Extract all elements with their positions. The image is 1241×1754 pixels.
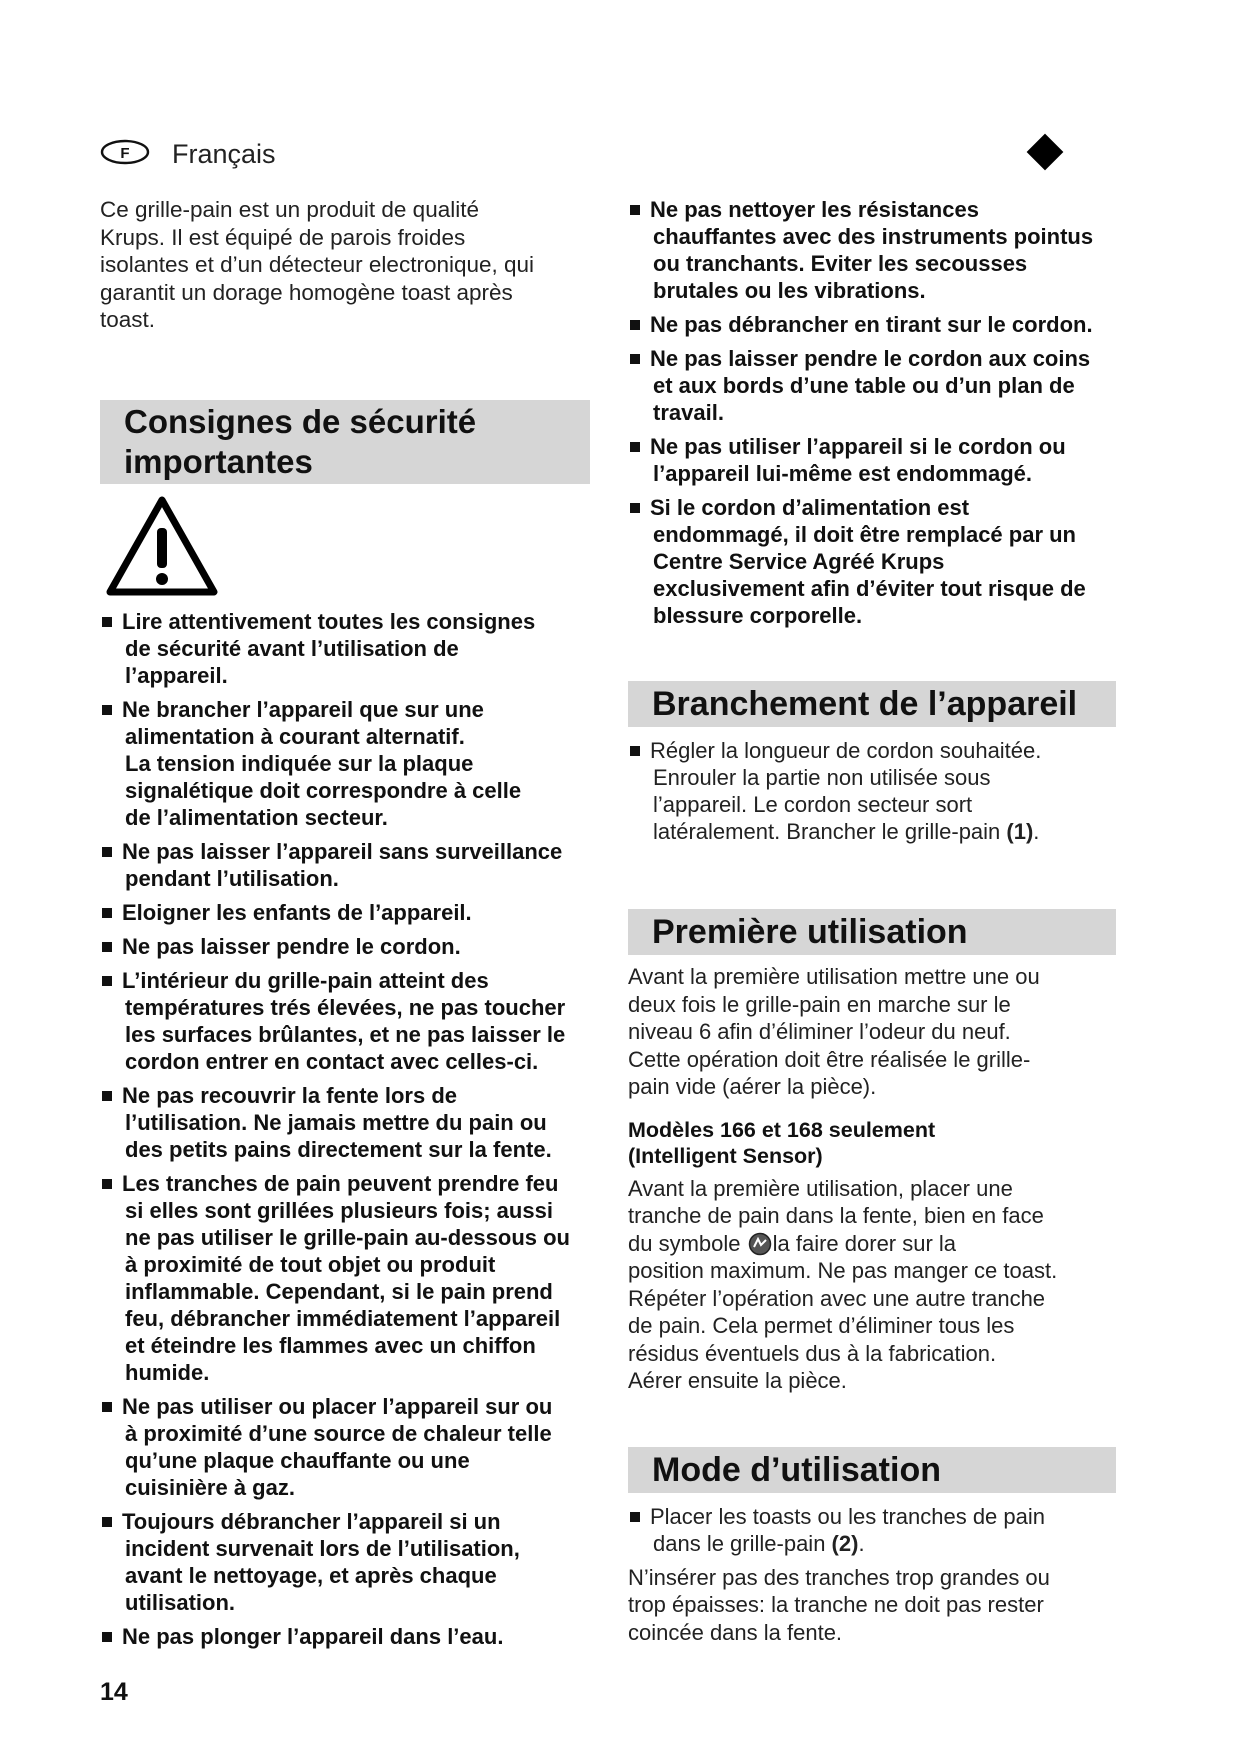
- toaster-sensor-icon: [747, 1232, 773, 1256]
- item-line: à proximité de tout objet ou produit: [125, 1251, 496, 1277]
- item-line: les surfaces brûlantes, et ne pas laisser le: [125, 1021, 566, 1047]
- para-line: deux fois le grille-pain en marche sur le: [628, 991, 1011, 1017]
- heading-line: Consignes de sécurité: [124, 402, 477, 440]
- item-line: Lire attentivement toutes les consignes: [122, 608, 536, 634]
- item-punct: .: [858, 1530, 865, 1556]
- item-line: Ne pas recouvrir la fente lors de: [122, 1082, 458, 1108]
- item-line: Ne pas laisser l’appareil sans surveillance: [122, 838, 563, 864]
- list-item: [100, 933, 590, 960]
- language-label: Français: [172, 139, 276, 169]
- para-line: Aérer ensuite la pièce.: [628, 1368, 847, 1393]
- item-line: et aux bords d’une table ou d’un plan de: [653, 373, 1075, 398]
- para-line: coincée dans la fente.: [628, 1619, 843, 1645]
- language-badge-icon: [100, 139, 150, 165]
- list-item: [628, 311, 1113, 338]
- item-line: [650, 1530, 1113, 1557]
- item-line: signalétique doit correspondre à celle: [125, 777, 522, 803]
- list-item: [628, 433, 1113, 487]
- para-line: de pain. Cela permet d’éliminer tous les: [628, 1313, 1015, 1338]
- item-line: Toujours débrancher l’appareil si un: [122, 1508, 501, 1534]
- item-line: l’utilisation. Ne jamais mettre du pain ou: [125, 1109, 547, 1135]
- para-line: position maximum. Ne pas manger ce toast.: [628, 1258, 1058, 1283]
- list-item: [100, 1170, 590, 1386]
- item-line: travail.: [653, 400, 724, 425]
- section-heading-premiere: Première utilisation: [628, 909, 1116, 955]
- para-line: tranche de pain dans la fente, bien en face: [628, 1203, 1044, 1228]
- item-line: Centre Service Agréé Krups: [653, 549, 945, 574]
- premiere-paragraph: [628, 963, 1113, 1101]
- item-line: avant le nettoyage, et après chaque: [125, 1562, 497, 1588]
- item-line: feu, débrancher immédiatement l’appareil: [125, 1305, 561, 1331]
- intro-paragraph: [100, 196, 590, 334]
- item-line: [650, 818, 1113, 845]
- subhead-line: Modèles 166 et 168 seulement: [628, 1117, 936, 1142]
- section-heading-mode: Mode d’utilisation: [628, 1447, 1116, 1493]
- list-item: [628, 345, 1113, 426]
- models-subheading: [628, 1117, 1113, 1169]
- language-code: F: [120, 145, 130, 162]
- item-line: La tension indiquée sur la plaque: [125, 750, 474, 776]
- item-line: pendant l’utilisation.: [125, 865, 339, 891]
- para-line: N’insérer pas des tranches trop grandes ou: [628, 1564, 1050, 1590]
- item-line: si elles sont grillées plusieurs fois; aussi: [125, 1197, 553, 1223]
- intro-line: Ce grille-pain est un produit de qualité: [100, 197, 479, 222]
- list-item: [628, 196, 1113, 304]
- list-item: [100, 1508, 590, 1616]
- item-line: qu’une plaque chauffante ou une: [125, 1447, 470, 1473]
- item-line: ou tranchants. Eviter les secousses: [653, 251, 1028, 276]
- item-line: Ne brancher l’appareil que sur une: [122, 696, 484, 722]
- page-header: [100, 135, 1080, 175]
- warning-triangle-icon: [104, 494, 220, 598]
- list-item: [100, 696, 590, 831]
- item-line: Ne pas plonger l’appareil dans l’eau.: [122, 1623, 504, 1649]
- item-text: dans le grille-pain: [653, 1530, 832, 1556]
- para-line: Avant la première utilisation mettre une ou: [628, 964, 1040, 989]
- item-line: cordon entrer en contact avec celles-ci.: [125, 1048, 539, 1074]
- item-line: Eloigner les enfants de l’appareil.: [122, 899, 472, 925]
- para-line: Cette opération doit être réalisée le grille-: [628, 1046, 1031, 1072]
- item-line: alimentation à courant alternatif.: [125, 723, 465, 749]
- item-line: des petits pains directement sur la fente.: [125, 1136, 552, 1162]
- section-heading-security: [100, 400, 590, 484]
- list-item: [100, 1623, 590, 1650]
- para-line: Avant la première utilisation, placer une: [628, 1175, 1013, 1201]
- figure-ref: (1): [1006, 819, 1034, 844]
- page-number: 14: [100, 1678, 128, 1706]
- item-line: Régler la longueur de cordon souhaitée.: [650, 738, 1042, 763]
- para-line: résidus éventuels dus à la fabrication.: [628, 1340, 997, 1366]
- item-line: L’intérieur du grille-pain atteint des: [122, 967, 489, 993]
- item-line: Ne pas laisser pendre le cordon aux coins: [650, 346, 1091, 371]
- item-line: Si le cordon d’alimentation est: [650, 495, 970, 520]
- list-item: [100, 838, 590, 892]
- item-line: chauffantes avec des instruments pointus: [653, 224, 1094, 249]
- list-item: [628, 494, 1113, 629]
- item-line: cuisinière à gaz.: [125, 1474, 295, 1500]
- item-line: Ne pas débrancher en tirant sur le cordon.: [650, 312, 1093, 337]
- item-line: de l’alimentation secteur.: [125, 804, 388, 830]
- list-item: [100, 899, 590, 926]
- para-text: la faire dorer sur la: [772, 1230, 957, 1256]
- sensor-paragraph: [628, 1175, 1113, 1395]
- item-line: brutales ou les vibrations.: [653, 278, 926, 303]
- list-item: [628, 737, 1113, 845]
- item-line: Placer les toasts ou les tranches de pain: [650, 1503, 1046, 1529]
- item-line: utilisation.: [125, 1589, 235, 1615]
- item-line: endommagé, il doit être remplacé par un: [653, 522, 1076, 547]
- item-line: de sécurité avant l’utilisation de: [125, 635, 459, 661]
- list-item: [100, 1393, 590, 1501]
- item-line: l’appareil lui-même est endommagé.: [653, 461, 1033, 486]
- para-line: Répéter l’opération avec une autre tranche: [628, 1285, 1046, 1311]
- list-item: [100, 608, 590, 689]
- para-line: trop épaisses: la tranche ne doit pas rester: [628, 1592, 1044, 1617]
- figure-ref: (2): [831, 1530, 859, 1556]
- item-line: températures trés élevées, ne pas toucher: [125, 994, 566, 1020]
- section-heading-branchement: Branchement de l’appareil: [628, 681, 1116, 727]
- branchement-list: [628, 737, 1113, 845]
- item-text: latéralement. Brancher le grille-pain: [653, 819, 1007, 844]
- item-line: incident survenait lors de l’utilisation,: [125, 1535, 520, 1561]
- item-line: Ne pas utiliser ou placer l’appareil sur ou: [122, 1393, 553, 1419]
- item-line: Ne pas laisser pendre le cordon.: [122, 933, 461, 959]
- mode-paragraph: [628, 1564, 1113, 1647]
- item-line: Ne pas nettoyer les résistances: [650, 197, 979, 222]
- item-line: l’appareil.: [125, 662, 228, 688]
- item-line: blessure corporelle.: [653, 603, 863, 628]
- item-line: exclusivement afin d’éviter tout risque de: [653, 576, 1086, 601]
- item-line: Enrouler la partie non utilisée sous: [653, 765, 991, 790]
- para-line: pain vide (aérer la pièce).: [628, 1074, 877, 1099]
- item-line: l’appareil. Le cordon secteur sort: [653, 792, 973, 817]
- subhead-line: (Intelligent Sensor): [628, 1143, 823, 1168]
- item-line: Ne pas utiliser l’appareil si le cordon ou: [650, 434, 1066, 459]
- item-line: Les tranches de pain peuvent prendre feu: [122, 1170, 559, 1196]
- para-line: [628, 1230, 1113, 1258]
- safety-list-continued: [628, 196, 1113, 629]
- heading-line: importantes: [124, 442, 313, 480]
- item-line: à proximité d’une source de chaleur telle: [125, 1420, 552, 1446]
- item-line: inflammable. Cependant, si le pain prend: [125, 1278, 553, 1304]
- item-line: et éteindre les flammes avec un chiffon: [125, 1332, 536, 1358]
- intro-line: garantit un dorage homogène toast après: [100, 279, 513, 305]
- item-punct: .: [1033, 819, 1040, 844]
- para-text: du symbole: [628, 1230, 747, 1256]
- mode-list: [628, 1503, 1113, 1557]
- left-column: [100, 196, 590, 1657]
- intro-line: Krups. Il est équipé de parois froides: [100, 224, 466, 250]
- list-item: [100, 967, 590, 1075]
- list-item: [100, 1082, 590, 1163]
- intro-line: toast.: [100, 307, 156, 332]
- right-column: [628, 196, 1113, 1646]
- intro-line: isolantes et d’un détecteur electronique, qui: [100, 252, 535, 277]
- safety-list: [100, 608, 590, 1650]
- item-line: humide.: [125, 1359, 210, 1385]
- para-line: niveau 6 afin d’éliminer l’odeur du neuf.: [628, 1019, 1011, 1044]
- diamond-icon: [1027, 134, 1064, 171]
- item-line: ne pas utiliser le grille-pain au-dessous ou: [125, 1224, 570, 1250]
- list-item: [628, 1503, 1113, 1557]
